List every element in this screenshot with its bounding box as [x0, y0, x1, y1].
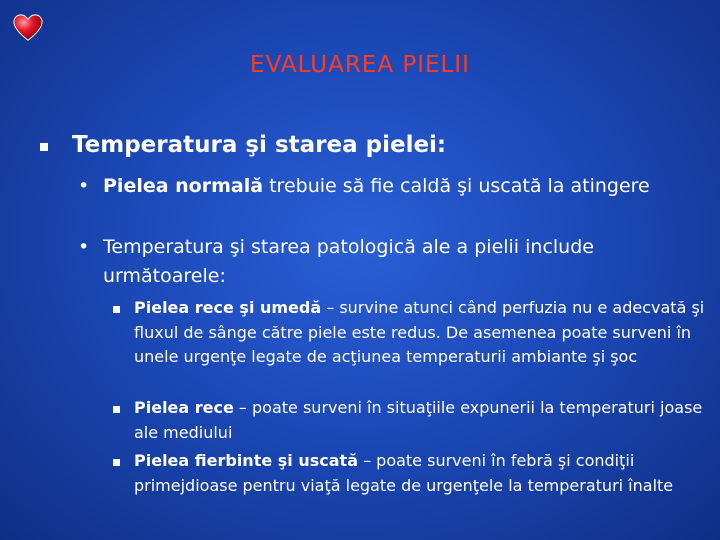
dot-bullet-icon: •	[78, 236, 90, 258]
sub-bullet-bold: Pielea fierbinte şi uscată	[134, 451, 358, 470]
sub-bullet-bold: Pielea rece şi umedă	[134, 298, 322, 317]
sub-bullet-item	[113, 449, 713, 498]
sub-bullet-item	[113, 396, 713, 445]
square-bullet-icon	[113, 406, 120, 413]
heart-icon	[13, 13, 43, 43]
sub-bullet-text: – survine atunci când perfuzia nu e adecvată şi fluxul de sânge către piele este redus. De asemenea poate surveni în unele urgenţe legate de acţiunea temperaturii ambiante şi şoc	[134, 298, 705, 366]
bullet-text: trebuie să fie caldă şi uscată la atingere	[263, 175, 650, 197]
bullet-item	[78, 233, 708, 291]
square-bullet-icon	[40, 143, 48, 151]
square-bullet-icon	[113, 306, 120, 313]
dot-bullet-icon: •	[78, 175, 90, 197]
sub-bullet-item	[113, 296, 713, 370]
bullet-bold: Pielea normală	[103, 175, 264, 197]
sub-bullet-text: – poate surveni în situaţiile expunerii la temperaturi joase ale mediului	[134, 398, 703, 442]
heading-text: Temperatura şi starea pielei:	[72, 132, 447, 158]
slide-title: EVALUAREA PIELII	[250, 52, 470, 78]
bullet-item	[78, 172, 708, 201]
square-bullet-icon	[113, 459, 120, 466]
sub-bullet-text: – poate surveni în febră şi condiţii primejdioase pentru viaţă legate de urgenţele la temperaturi înalte	[134, 451, 674, 495]
bullet-text: Temperatura şi starea patologică ale a pielii include următoarele:	[103, 236, 594, 287]
sub-bullet-bold: Pielea rece	[134, 398, 234, 417]
